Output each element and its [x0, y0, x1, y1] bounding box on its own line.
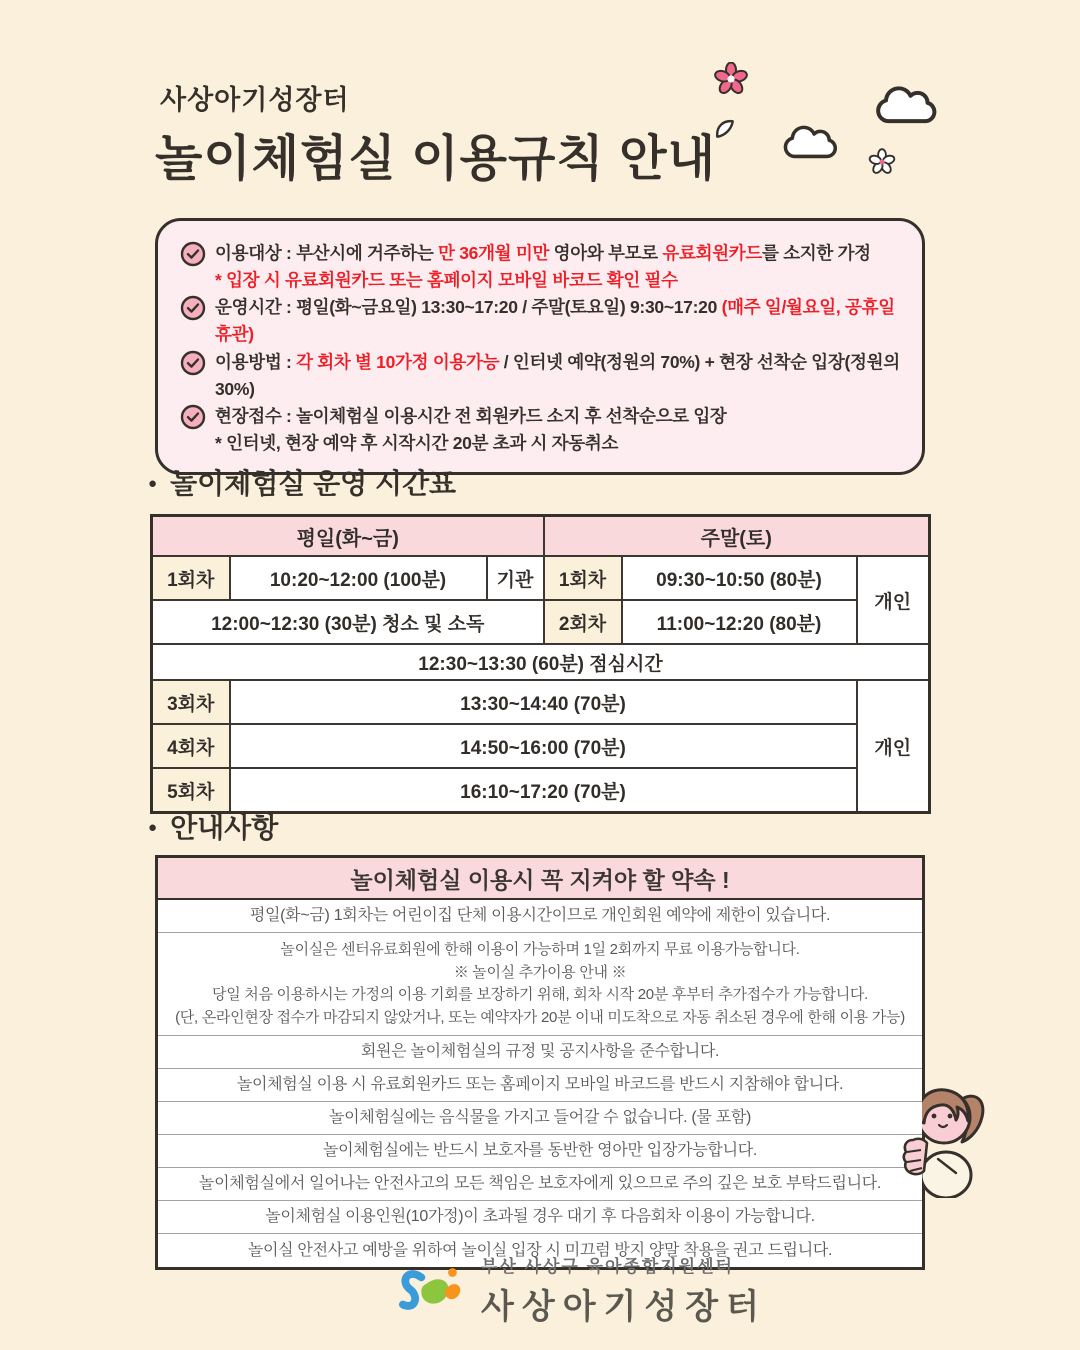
notice-item: 놀이체험실에는 음식물을 가지고 들어갈 수 없습니다. (물 포함)	[158, 1102, 922, 1135]
notice-item: 놀이실 안전사고 예방을 위하여 놀이실 입장 시 미끄럼 방지 양말 착용을 권고 드립니다.	[247, 1241, 833, 1259]
session-time: 13:30~14:40 (70분)	[230, 680, 857, 724]
usage-rules-box	[155, 218, 925, 475]
lunch-time: 12:30~13:30 (60분) 점심시간	[152, 644, 930, 680]
schedule-header-row	[152, 516, 930, 557]
petal-icon	[714, 118, 736, 140]
table-row	[152, 600, 930, 644]
notice-table	[155, 855, 925, 1270]
rule-target-text: 이용대상 : 부산시에 거주하는 만 36개월 미만 영아와 부모로 유료회원카드를 소지한 가정	[215, 243, 871, 263]
session-time: 10:20~12:00 (100분)	[230, 556, 487, 600]
rule-target-note: * 입장 시 유료회원카드 또는 홈페이지 모바일 바코드 확인 필수	[215, 270, 678, 291]
check-circle-icon	[180, 241, 206, 267]
session-time: 11:00~12:20 (80분)	[622, 600, 857, 644]
footer-text	[481, 1252, 767, 1328]
session-time: 14:50~16:00 (70분)	[230, 724, 857, 768]
girl-peeking-illustration	[898, 1083, 988, 1198]
session-time: 09:30~10:50 (80분)	[622, 556, 857, 600]
flower-icon	[714, 62, 748, 96]
session-type: 개인	[857, 680, 930, 813]
cloud-icon	[872, 82, 942, 130]
notice-item: 놀이체험실 이용 시 유료회원카드 또는 홈페이지 모바일 바코드를 반드시 지참해야 합니다.	[158, 1069, 922, 1102]
weekend-header: 주말(토)	[544, 516, 930, 557]
check-circle-icon	[180, 350, 206, 376]
notice-section-title	[148, 806, 278, 846]
notice-item: 회원은 놀이체험실의 규정 및 공지사항을 준수합니다.	[158, 1036, 922, 1069]
check-circle-icon	[180, 295, 206, 321]
rule-onsite-note: * 인터넷, 현장 예약 후 시작시간 20분 초과 시 자동취소	[215, 432, 619, 453]
session-label: 2회차	[544, 600, 622, 644]
rule-hours-text: 운영시간 : 평일(화~금요일) 13:30~17:20 / 주말(토요일) 9:30~17:20 (매주 일/월요일, 공휴일 휴관)	[215, 297, 895, 345]
notice-line: ※ 놀이실 추가이용 안내 ※	[453, 963, 627, 981]
schedule-section-title-text: 놀이체험실 운영 시간표	[170, 468, 457, 499]
rule-target	[180, 240, 904, 267]
org-name-large: 사상아기성장터	[481, 1288, 767, 1326]
session-label: 1회차	[544, 556, 622, 600]
table-row	[152, 644, 930, 680]
notice-item: 놀이체험실 이용인원(10가정)이 초과될 경우 대기 후 다음회차 이용이 가능합니다.	[158, 1201, 922, 1234]
schedule-table	[150, 514, 931, 814]
table-row	[152, 724, 930, 768]
schedule-section-title	[148, 462, 456, 502]
footer	[398, 1252, 767, 1328]
brand-name: 사상아기성장터	[160, 85, 350, 115]
center-logo-icon	[398, 1261, 468, 1319]
session-label: 3회차	[152, 680, 230, 724]
session-label: 5회차	[152, 768, 230, 813]
cleaning-time: 12:00~12:30 (30분) 청소 및 소독	[152, 600, 544, 644]
notice-header: 놀이체험실 이용시 꼭 지켜야 할 약속 !	[158, 858, 922, 900]
notice-item: 놀이체험실에서 일어나는 안전사고의 모든 책임은 보호자에게 있으므로 주의 깊은 보호 부탁드립니다.	[158, 1168, 922, 1201]
bullet-icon: ●	[148, 474, 158, 492]
session-label: 4회차	[152, 724, 230, 768]
org-name-small: 부산 사상구 육아종합지원센터	[481, 1257, 734, 1276]
page-title: 놀이체험실 이용규칙 안내	[155, 132, 716, 186]
rule-method-text: 이용방법 : 각 회차 별 10가정 이용가능 / 인터넷 예약(정원의 70%) + 현장 선착순 입장(정원의 30%)	[215, 351, 900, 399]
weekday-header: 평일(화~금)	[152, 516, 544, 557]
notice-line: 당일 처음 이용하시는 가정의 이용 기회를 보장하기 위해, 회차 시작 20분 후부터 추가접수가 가능합니다.	[212, 986, 868, 1003]
session-type: 기관	[487, 556, 544, 600]
small-flower-icon	[868, 148, 896, 176]
table-row	[152, 556, 930, 600]
notice-line: (단, 온라인현장 접수가 마감되지 않았거나, 또는 예약자가 20분 이내 미도착으로 자동 취소된 경우에 한해 이용 가능)	[175, 1008, 905, 1026]
bullet-icon: ●	[148, 818, 158, 836]
notice-section-title-text: 안내사항	[170, 812, 279, 843]
table-row	[152, 680, 930, 724]
session-label: 1회차	[152, 556, 230, 600]
notice-line: 놀이실은 센터유료회원에 한해 이용이 가능하며 1일 2회까지 무료 이용가능합니다.	[280, 941, 800, 958]
session-type: 개인	[857, 556, 930, 644]
rule-method	[180, 349, 904, 403]
check-circle-icon	[180, 404, 206, 430]
notice-item-extra-use	[158, 933, 922, 1036]
rule-onsite-text: 현장접수 : 놀이체험실 이용시간 전 회원카드 소지 후 선착순으로 입장	[215, 405, 727, 426]
rule-hours	[180, 294, 904, 348]
notice-item: 놀이체험실에는 반드시 보호자를 동반한 영아만 입장가능합니다.	[158, 1135, 922, 1168]
session-time: 16:10~17:20 (70분)	[230, 768, 857, 813]
rule-onsite	[180, 403, 904, 430]
notice-item: 평일(화~금) 1회차는 어린이집 단체 이용시간이므로 개인회원 예약에 제한이 있습니다.	[158, 900, 922, 933]
cloud-icon	[780, 122, 842, 164]
